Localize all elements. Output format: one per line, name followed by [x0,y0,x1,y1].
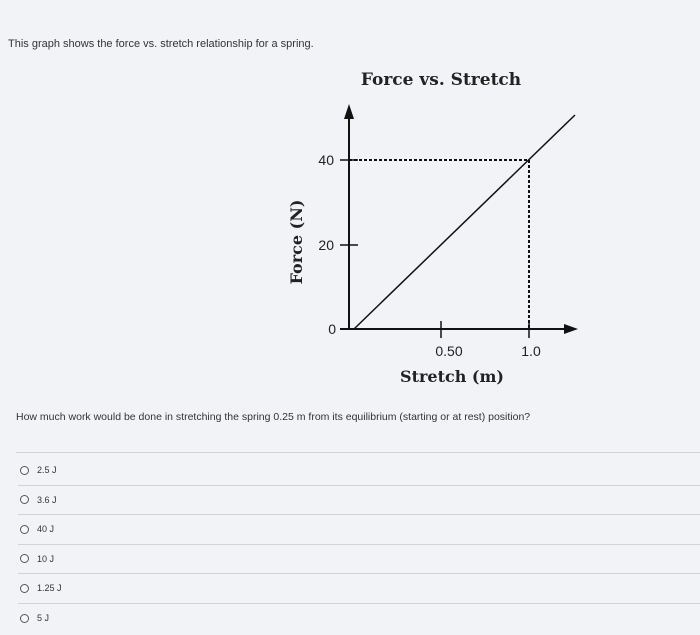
option-40j[interactable] [18,515,700,545]
option-2-5j[interactable] [18,456,700,486]
x-tick-label-10: 1.0 [521,343,541,359]
option-3-6j[interactable] [18,486,700,516]
radio-icon[interactable] [20,614,29,623]
option-label: 2.5 J [37,465,57,476]
option-label: 40 J [37,524,55,535]
radio-icon[interactable] [20,584,29,593]
question-text: How much work would be done in stretching the spring 0.25 m from its equilibrium (starting or at rest) position? [16,411,531,423]
radio-icon[interactable] [20,495,29,504]
y-axis-label: Force (N) [287,199,306,285]
x-axis-arrow [564,324,578,334]
y-tick-label-20: 20 [318,237,334,253]
y-tick-label-40: 40 [318,152,334,168]
option-label: 1.25 J [37,583,62,594]
option-10j[interactable] [18,545,700,575]
chart-title: Force vs. Stretch [360,70,522,90]
answer-options [18,456,700,633]
y-axis-arrow [344,104,354,119]
option-5j[interactable] [18,604,700,634]
x-axis-label: Stretch (m) [400,367,504,386]
question-divider [16,452,700,453]
option-1-25j[interactable] [18,574,700,604]
radio-icon[interactable] [20,525,29,534]
option-label: 3.6 J [37,494,57,505]
force-stretch-line [354,115,575,329]
intro-text: This graph shows the force vs. stretch relationship for a spring. [8,38,314,50]
y-tick-label-0: 0 [328,321,336,337]
radio-icon[interactable] [20,466,29,475]
option-label: 5 J [37,613,50,624]
x-tick-label-050: 0.50 [435,343,463,359]
radio-icon[interactable] [20,554,29,563]
option-label: 10 J [37,553,55,564]
